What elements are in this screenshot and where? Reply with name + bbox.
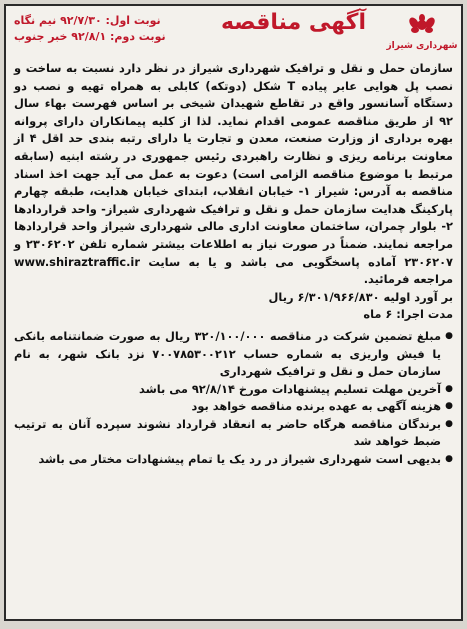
list-item: ● هزینه آگهی به عهده برنده مناقصه خواهد بود: [14, 398, 453, 416]
second-publication: نوبت دوم: ۹۲/۸/۱ خبر جنوب: [14, 30, 166, 43]
execution-duration: مدت اجرا: ۶ ماه: [363, 307, 453, 322]
list-item: ● مبلغ تضمین شرکت در مناقصه ۳۲۰/۱۰۰/۰۰۰ ریال به صورت ضمانتنامه بانکی یا فیش واریزی به شماره حساب ۷۰۰۷۸۵۳۰۰۲۱۲ نزد بانک شهر، به نام سازمان حمل و نقل و ترافیک شهرداری: [14, 328, 453, 381]
main-paragraph-text: سازمان حمل و نقل و ترافیک شهرداری شیراز در نظر دارد نسبت به ساخت و نصب پل هوایی عابر پیاده T شکل (دوتکه) کابلی به همراه تهیه و نصب دو دستگاه آسانسور واقع در تقاطع شهیدان شیخی بر اساس فهرست بهاء سال ۹۲ از طریق مناقصه عمومی اقدام نماید. لذا از کلیه پیمانکاران دارای پروانه بهره برداری از وزارت صنعت، معدن و تجارت یا دارای رتبه بندی حد اقل ۴ از معاونت برنامه ریزی و نظارت راهبردی رئیس جمهوری در رشته ابنیه (سابقه مرتبط با موضوع مناقصه الزامی است) دعوت به عمل می آید جهت اخذ اسناد مناقصه به آدرس: شیراز ۱- خیابان انقلاب، ابتدای خیابان هدایت، طبقه چهارم پارکینگ هدایت سازمان حمل و نقل و ترافیک شهرداری شیراز- واحد قراردادها ۲- بلوار چمران، ساختمان معاونت اداری مالی شهرداری شیراز واحد قراردادها مراجعه نمایند. ضمناً در صورت نیاز به اطلاعات بیشتر شماره تلفن ۲۳۰۶۲۰۲ و ۲۳۰۶۲۰۷ آماده پاسخگویی می باشد و یا به سایت: [14, 61, 454, 269]
first-publication: نوبت اول: ۹۲/۷/۳۰ نیم نگاه: [14, 14, 161, 27]
main-paragraph: [14, 60, 453, 289]
website-link[interactable]: www.shiraztraffic.ir: [14, 254, 140, 269]
list-item: ● آخرین مهلت تسلیم پیشنهادات مورخ ۹۲/۸/۱۴ می باشد: [14, 381, 453, 399]
conditions-list: [14, 328, 453, 469]
website-suffix: مراجعه فرمائید.: [363, 272, 453, 287]
notice-title: آگهی مناقصه: [220, 10, 366, 35]
list-item: ● بدیهی است شهرداری شیراز در رد یک یا تمام پیشنهادات مختار می باشد: [14, 451, 453, 469]
shiraz-municipality-logo-icon: [386, 14, 458, 54]
initial-estimate: بر آورد اولیه ۶/۳۰۱/۹۶۶/۸۳۰ ریال: [268, 289, 453, 304]
list-item: ● برندگان مناقصه هرگاه حاضر به انعقاد قرارداد نشوند سپرده آنان به ترتیب ضبط خواهد شد: [14, 416, 453, 451]
logo-text: شهرداری شیراز: [386, 41, 458, 51]
tender-notice: [4, 4, 463, 621]
notice-header: [6, 6, 461, 54]
notice-body: [14, 60, 453, 469]
